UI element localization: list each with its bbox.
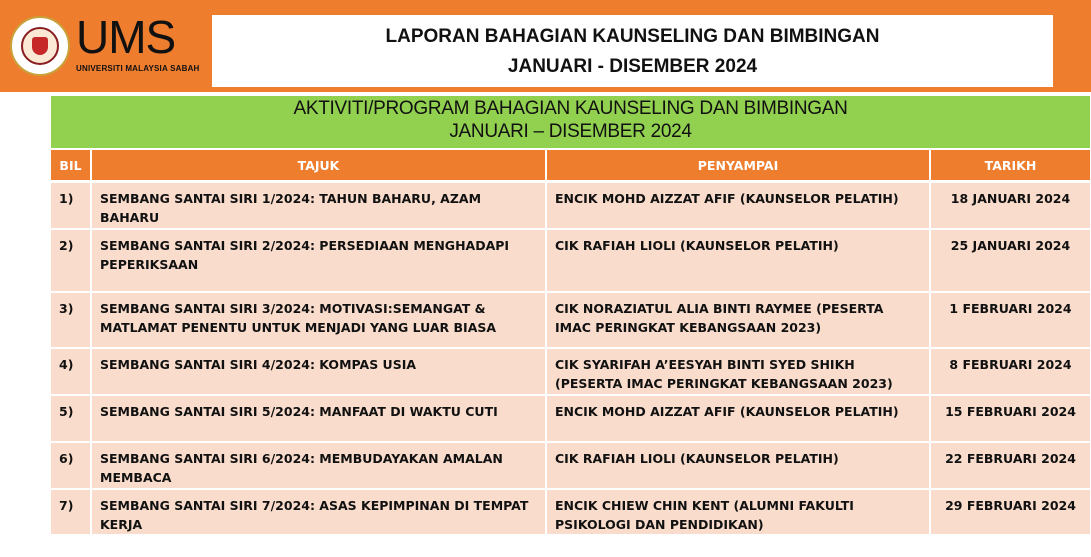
- cell-penyampai: CIK RAFIAH LIOLI (KAUNSELOR PELATIH): [546, 442, 930, 489]
- column-header-penyampai: PENYAMPAI: [546, 150, 930, 182]
- cell-bil: 5): [51, 395, 91, 442]
- activity-period: JANUARI – DISEMBER 2024: [449, 121, 692, 142]
- cell-bil: 6): [51, 442, 91, 489]
- activity-table: [51, 150, 1090, 534]
- cell-penyampai: CIK RAFIAH LIOLI (KAUNSELOR PELATIH): [546, 229, 930, 292]
- cell-penyampai: CIK NORAZIATUL ALIA BINTI RAYMEE (PESERTA IMAC PERINGKAT KEBANGSAAN 2023): [546, 292, 930, 348]
- activity-heading: [51, 96, 1090, 148]
- cell-tarikh: 29 FEBRUARI 2024: [930, 489, 1090, 534]
- cell-tarikh: 22 FEBRUARI 2024: [930, 442, 1090, 489]
- cell-tajuk: SEMBANG SANTAI SIRI 5/2024: MANFAAT DI WAKTU CUTI: [91, 395, 546, 442]
- cell-tajuk: SEMBANG SANTAI SIRI 6/2024: MEMBUDAYAKAN AMALAN MEMBACA: [91, 442, 546, 489]
- table-row: [51, 348, 1090, 395]
- ums-logo: [8, 10, 198, 82]
- logo-text: UMS: [76, 11, 176, 63]
- table-row: [51, 229, 1090, 292]
- table-row: [51, 442, 1090, 489]
- cell-bil: 3): [51, 292, 91, 348]
- cell-penyampai: ENCIK CHIEW CHIN KENT (ALUMNI FAKULTI PSIKOLOGI DAN PENDIDIKAN): [546, 489, 930, 534]
- table-header-row: [51, 150, 1090, 182]
- column-header-bil: BIL: [51, 150, 91, 182]
- table-row: [51, 182, 1090, 229]
- cell-bil: 7): [51, 489, 91, 534]
- cell-tarikh: 18 JANUARI 2024: [930, 182, 1090, 229]
- cell-tajuk: SEMBANG SANTAI SIRI 3/2024: MOTIVASI:SEMANGAT & MATLAMAT PENENTU UNTUK MENJADI YANG LUAR BIASA: [91, 292, 546, 348]
- cell-tajuk: SEMBANG SANTAI SIRI 4/2024: KOMPAS USIA: [91, 348, 546, 395]
- report-title-box: [212, 15, 1053, 87]
- cell-penyampai: CIK SYARIFAH A’EESYAH BINTI SYED SHIKH (PESERTA IMAC PERINGKAT KEBANGSAAN 2023): [546, 348, 930, 395]
- cell-tarikh: 15 FEBRUARI 2024: [930, 395, 1090, 442]
- cell-penyampai: ENCIK MOHD AIZZAT AFIF (KAUNSELOR PELATIH): [546, 182, 930, 229]
- cell-bil: 4): [51, 348, 91, 395]
- cell-bil: 1): [51, 182, 91, 229]
- logo-subtext: UNIVERSITI MALAYSIA SABAH: [76, 64, 200, 73]
- cell-tajuk: SEMBANG SANTAI SIRI 1/2024: TAHUN BAHARU, AZAM BAHARU: [91, 182, 546, 229]
- table-row: [51, 489, 1090, 534]
- column-header-tajuk: TAJUK: [91, 150, 546, 182]
- cell-tarikh: 1 FEBRUARI 2024: [930, 292, 1090, 348]
- report-title: LAPORAN BAHAGIAN KAUNSELING DAN BIMBINGAN: [385, 26, 880, 47]
- header-band: [0, 0, 1091, 92]
- cell-tajuk: SEMBANG SANTAI SIRI 2/2024: PERSEDIAAN MENGHADAPI PEPERIKSAAN: [91, 229, 546, 292]
- cell-tarikh: 25 JANUARI 2024: [930, 229, 1090, 292]
- table-row: [51, 395, 1090, 442]
- cell-bil: 2): [51, 229, 91, 292]
- cell-tarikh: 8 FEBRUARI 2024: [930, 348, 1090, 395]
- column-header-tarikh: TARIKH: [930, 150, 1090, 182]
- cell-tajuk: SEMBANG SANTAI SIRI 7/2024: ASAS KEPIMPINAN DI TEMPAT KERJA: [91, 489, 546, 534]
- report-period: JANUARI - DISEMBER 2024: [507, 56, 758, 77]
- table-row: [51, 292, 1090, 348]
- cell-penyampai: ENCIK MOHD AIZZAT AFIF (KAUNSELOR PELATIH): [546, 395, 930, 442]
- university-seal-icon: [10, 16, 70, 76]
- activity-title: AKTIVITI/PROGRAM BAHAGIAN KAUNSELING DAN BIMBINGAN: [293, 98, 848, 119]
